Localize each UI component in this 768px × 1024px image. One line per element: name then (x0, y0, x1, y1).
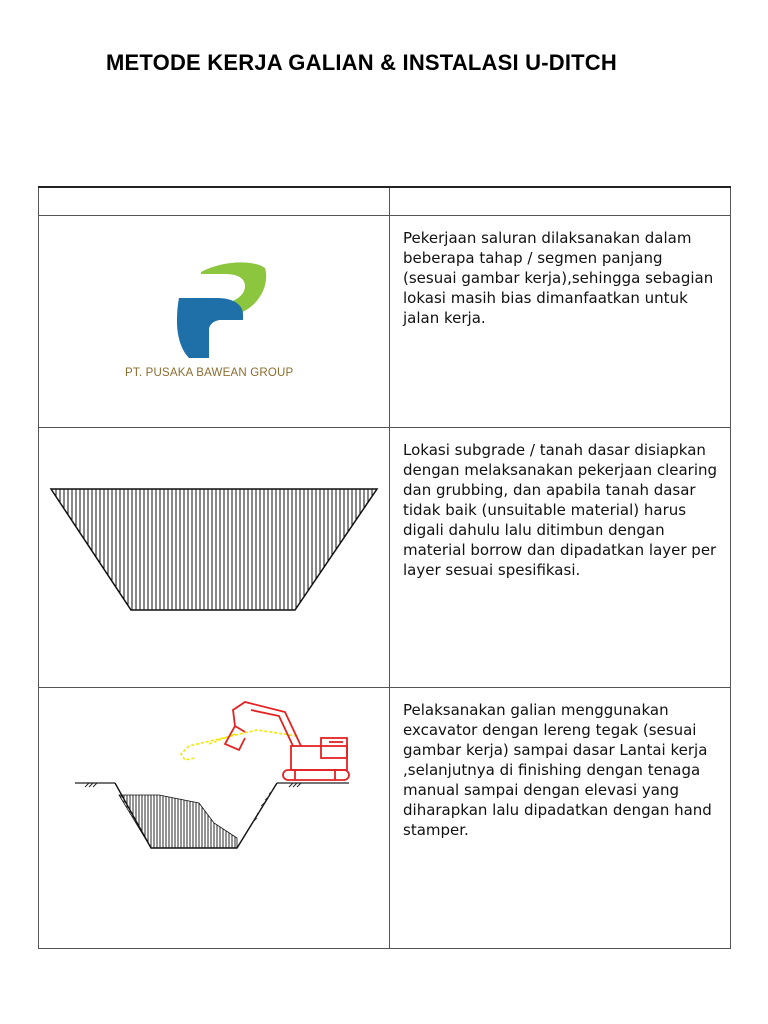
excavator-trench-figure (39, 688, 389, 948)
page-title: METODE KERJA GALIAN & INSTALASI U-DITCH (106, 50, 617, 75)
excavator-boom-ghost (181, 730, 297, 760)
subgrade-trapezoid-figure (39, 428, 389, 687)
table-header-row (39, 187, 731, 216)
company-logo (39, 216, 389, 427)
description-cell (390, 688, 731, 949)
figure-cell (39, 216, 390, 428)
table-row (39, 688, 731, 949)
figure-cell (39, 428, 390, 688)
method-table (38, 186, 731, 949)
header-cell-right (390, 187, 731, 216)
description-text: Pekerjaan saluran dilaksanakan dalam beberapa tahap / segmen panjang (sesuai gambar kerja),sehingga sebagian lokasi masih bias dimanfaatkan untuk jalan kerja. (403, 229, 714, 327)
table-row (39, 428, 731, 688)
description-cell (390, 428, 731, 688)
excavator (225, 702, 349, 780)
figure-cell (39, 688, 390, 949)
description-text: Pelaksanakan galian menggunakan excavator dengan lereng tegak (sesuai gambar kerja) sampai dasar Lantai kerja ,selanjutnya di finishing dengan tenaga manual sampai dengan elevasi yang diharapkan lalu dipadatkan dengan hand stamper. (403, 701, 712, 839)
description-text: Lokasi subgrade / tanah dasar disiapkan dengan melaksanakan pekerjaan clearing dan grubbing, dan apabila tanah dasar tidak baik (unsuitable material) harus digali dahulu lalu ditimbun dengan material borrow dan dipadatkan layer per layer sesuai spesifikasi. (403, 441, 718, 579)
logo-text: PT. PUSAKA BAWEAN GROUP (125, 367, 294, 379)
logo-blue-shape (177, 298, 243, 358)
trapezoid-section (51, 489, 377, 610)
table-row (39, 216, 731, 428)
description-cell (390, 216, 731, 428)
remaining-soil (119, 795, 237, 848)
header-cell-left (39, 187, 390, 216)
